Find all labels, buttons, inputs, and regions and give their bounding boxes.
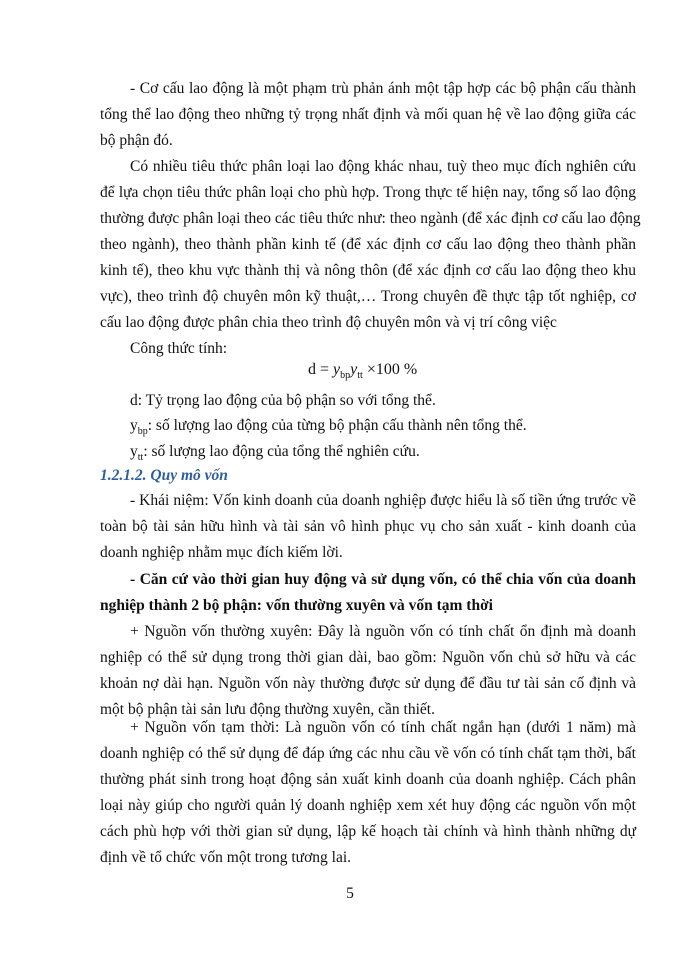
section-heading: 1.2.1.2. Quy mô vốn [100,467,228,484]
paragraph-line: tổng thể lao động theo những tỷ trọng nhất định và mối quan hệ về lao động giữa các [100,106,636,123]
paragraph-line: theo ngành), theo thành phần kinh tế (để xác định cơ cấu lao động theo thành phần [100,236,636,253]
paragraph-line: thường được phân loại theo các tiêu thức như: theo ngành (để xác định cơ cấu lao động [100,210,641,227]
definition-d: d: Tỷ trọng lao động của bộ phận so với tổng thể. [130,392,436,409]
paragraph-line: thường phát sinh trong hoạt động sản xuất kinh doanh của doanh nghiệp. Cách phân [100,771,636,788]
paragraph-line-bold: - Căn cứ vào thời gian huy động và sử dụng vốn, có thể chia vốn của doanh [130,571,636,588]
paragraph-line: để lựa chọn tiêu thức phân loại cho phù hợp. Trong thực tế hiện nay, tổng số lao động [100,184,636,201]
definition-text: : số lượng lao động của tổng thể nghiên cứu. [143,443,420,460]
formula-lhs: d = [308,361,334,378]
definition-ybp [130,416,527,436]
paragraph-line: cấu lao động được phân chia theo trình độ chuyên môn và vị trí công việc [100,314,557,331]
paragraph-line: doanh nghiệp nhằm mục đích kiếm lời. [100,544,343,561]
paragraph-line: khoản nợ dài hạn. Nguồn vốn này thường được sử dụng để đầu tư tài sản cố định và [100,675,636,692]
definition-text: : số lượng lao động của từng bộ phận cấu thành nên tổng thể. [147,417,527,434]
paragraph-line: vực), theo trình độ chuyên môn kỹ thuật,… Trong chuyên đề thực tập tốt nghiệp, cơ [100,288,636,305]
paragraph-line: loại này giúp cho người quản lý doanh nghiệp xem xét huy động các nguồn vốn một [100,797,636,814]
subscript: tt [137,452,144,464]
paragraph-line: + Nguồn vốn thường xuyên: Đây là nguồn vốn có tính chất ổn định mà doanh [130,623,636,640]
symbol: y [130,443,138,460]
paragraph-line: - Khái niệm: Vốn kinh doanh của doanh nghiệp được hiểu là số tiền ứng trước về [130,492,636,509]
formula-label: Công thức tính: [130,340,228,357]
paragraph-line: định về tổ chức vốn một trong tương lai. [100,849,352,866]
formula-sub-bp: bp [340,370,351,382]
symbol: y [130,417,138,434]
formula-rhs: ×100 % [362,361,418,378]
paragraph-line-bold: nghiệp thành 2 bộ phận: vốn thường xuyên và vốn tạm thời [100,597,493,614]
formula-y-bp: y [333,361,341,378]
paragraph-line: - Cơ cấu lao động là một phạm trù phản ánh một tập hợp các bộ phận cấu thành [130,80,636,97]
definition-ytt [130,442,420,462]
paragraph-line: toàn bộ tài sản hữu hình và tài sản vô hình phục vụ cho sản xuất - kinh doanh của [100,518,636,535]
paragraph-line: + Nguồn vốn tạm thời: Là nguồn vốn có tính chất ngắn hạn (dưới 1 năm) mà [130,719,636,736]
paragraph-line: bộ phận đó. [100,132,173,149]
formula-y-tt: y [350,361,358,378]
formula-sub-tt: tt [357,370,363,382]
paragraph-line: nghiệp có thể sử dụng trong thời gian dài, bao gồm: Nguồn vốn chủ sở hữu và các [100,649,636,666]
paragraph-line: kinh tế), theo khu vực thành thị và nông thôn (để xác định cơ cấu lao động theo khu [100,262,636,279]
paragraph-line: Có nhiều tiêu thức phân loại lao động khác nhau, tuỳ theo mục đích nghiên cứu [130,158,636,175]
paragraph-line: một bộ phận tài sản lưu động thường xuyên, cần thiết. [100,701,435,718]
paragraph-line: doanh nghiệp có thể sử dụng để đáp ứng các nhu cầu về vốn có tính chất tạm thời, bất [100,745,636,762]
subscript: bp [137,426,148,438]
formula [308,361,418,382]
page-number: 5 [346,885,354,902]
paragraph-line: cách phù hợp với thời gian sử dụng, lập kế hoạch tài chính và hình thành những dự [100,823,636,840]
